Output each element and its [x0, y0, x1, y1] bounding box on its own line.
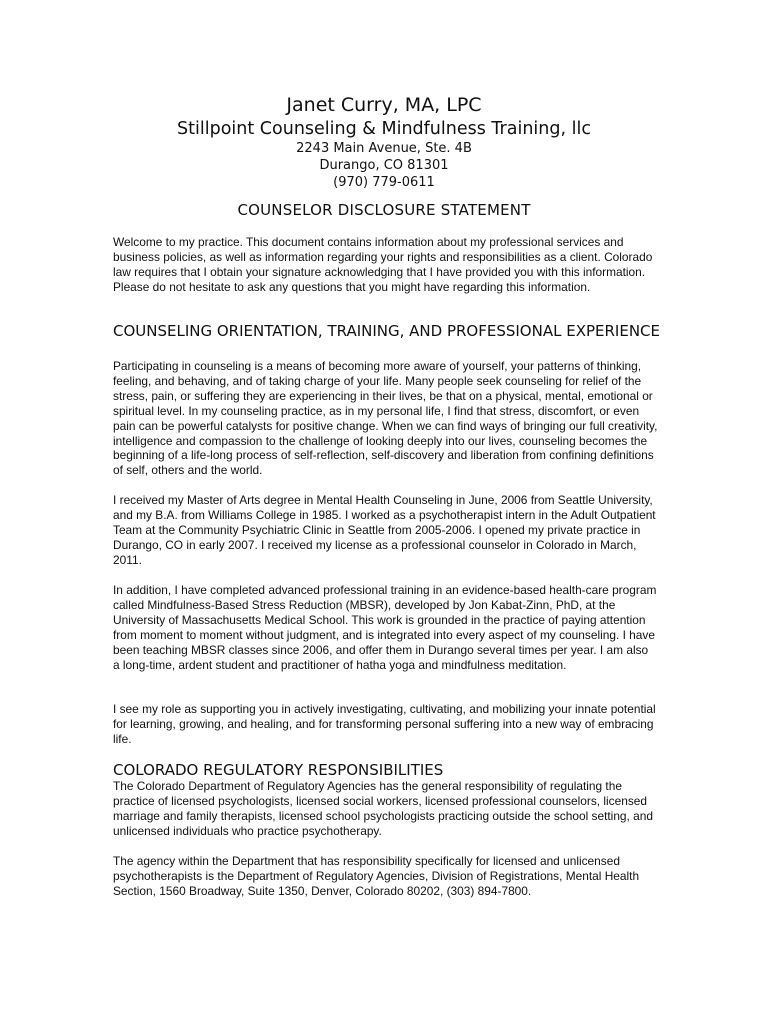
intro-paragraph: Welcome to my practice. This document contains information about my professional services and business policies, as well as information regarding your rights and responsibilities as a client. Colorado law requires that I obtain your signature acknowledging that I have provided you with this information. Please do not hesitate to ask any questions that you might have regarding this information.: [113, 235, 653, 294]
practice-name: Stillpoint Counseling & Mindfulness Training, llc: [177, 119, 591, 139]
counseling-paragraph: In addition, I have completed advanced professional training in an evidence-based health-care program called Mindfulness-Based Stress Reduction (MBSR), developed by Jon Kabat-Zinn, PhD, at the University of Massachusetts Medical School. This work is grounded in the practice of paying attention from moment to moment without judgment, and is integrated into every aspect of my counseling. I have been teaching MBSR classes since 2006, and offer them in Durango several times per year. I am also a long-time, ardent student and practitioner of hatha yoga and mindfulness meditation.: [113, 583, 657, 672]
document-title: COUNSELOR DISCLOSURE STATEMENT: [237, 201, 531, 219]
street-address: 2243 Main Avenue, Ste. 4B: [296, 141, 472, 156]
regulatory-paragraph: The Colorado Department of Regulatory Agencies has the general responsibility of regulating the practice of licensed psychologists, licensed social workers, licensed professional counselors, licensed marriage and family therapists, licensed school psychologists practicing outside the school setting, and unlicensed individuals who practice psychotherapy.: [113, 779, 653, 838]
section-heading-counseling-orientation: COUNSELING ORIENTATION, TRAINING, AND PROFESSIONAL EXPERIENCE: [113, 322, 660, 340]
regulatory-paragraph: The agency within the Department that has responsibility specifically for licensed and unlicensed psychotherapists is the Department of Regulatory Agencies, Division of Registrations, Mental Health Section, 1560 Broadway, Suite 1350, Denver, Colorado 80202, (303) 894-7800.: [113, 854, 640, 898]
city-state-zip: Durango, CO 81301: [319, 158, 449, 173]
letterhead: [0, 92, 768, 191]
counseling-paragraph: I received my Master of Arts degree in Mental Health Counseling in June, 2006 from Seattle University, and my B.A. from Williams College in 1985. I worked as a psychotherapist intern in the Adult Outpatient Team at the Community Psychiatric Clinic in Seattle from 2005-2006. I opened my private practice in Durango, CO in early 2007. I received my license as a professional counselor in Colorado in March, 2011.: [113, 493, 656, 567]
section-heading-colorado-regulatory: COLORADO REGULATORY RESPONSIBILITIES: [113, 761, 444, 779]
phone-number: (970) 779-0611: [333, 175, 435, 190]
counselor-name: Janet Curry, MA, LPC: [286, 94, 482, 116]
counseling-paragraph: I see my role as supporting you in actively investigating, cultivating, and mobilizing your innate potential for learning, growing, and healing, and for transforming personal suffering into a new way of embracing life.: [113, 702, 656, 746]
counseling-paragraph: Participating in counseling is a means of becoming more aware of yourself, your patterns of thinking, feeling, and behaving, and of taking charge of your life. Many people seek counseling for relief of the stress, pain, or suffering they are experiencing in their lives, be that on a physical, mental, emotional or spiritual level. In my counseling practice, as in my personal life, I find that stress, discomfort, or even pain can be powerful catalysts for positive change. When we can find ways of bringing our full creativity, intelligence and compassion to the challenge of looking deeply into our lives, counseling becomes the beginning of a life-long process of self-reflection, self-discovery and liberation from confining definitions of self, others and the world.: [113, 359, 658, 478]
